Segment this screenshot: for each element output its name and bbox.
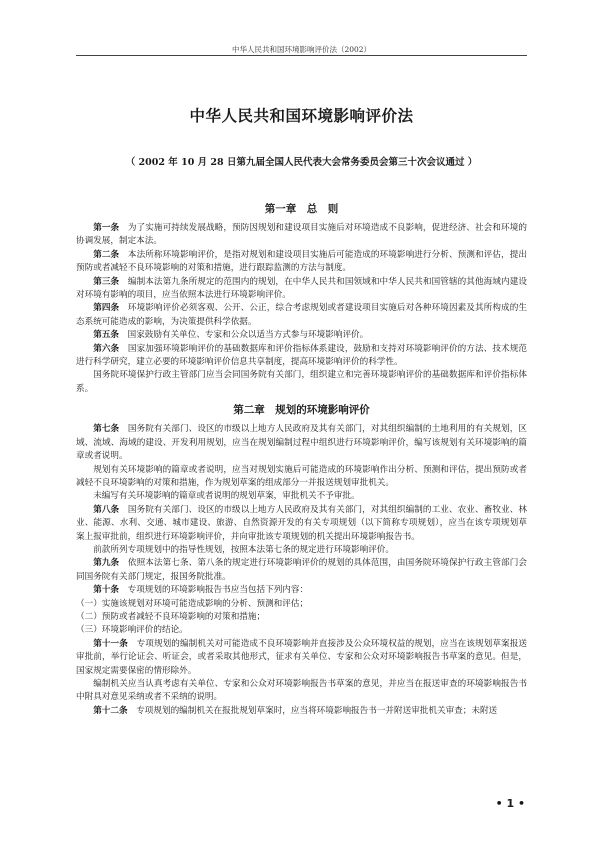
- paragraph-text: （二）预防或者减轻不良环境影响的对策和措施；: [76, 611, 266, 622]
- article-label: 第九条: [93, 558, 120, 569]
- article-label: 第八条: [93, 504, 120, 515]
- article-label: 第十一条: [93, 638, 128, 649]
- document-subtitle: （ 2002 年 10 月 28 日第九届全国人民代表大会常务委员会第三十次会议通过 ）: [125, 157, 478, 168]
- paragraph-text: 专项规划的环境影响报告书应当包括下列内容：: [127, 585, 309, 596]
- paragraph-text: 未编写有关环境影响的篇章或者说明的规划草案，审批机关不予审批。: [93, 491, 360, 502]
- paragraph: [76, 624, 527, 637]
- header-divider: [76, 55, 527, 56]
- paragraph-text: （一）实施该规划对环境可能造成影响的分析、预测和评估；: [76, 598, 309, 609]
- chapter-2-body: [76, 423, 527, 718]
- paragraph: [76, 611, 527, 624]
- paragraph-text: 国务院环境保护行政主管部门应当会同国务院有关部门，组织建立和完善环境影响评价的基础数据库和评价指标体系。: [76, 370, 527, 394]
- article-label: 第二条: [93, 249, 120, 260]
- article-paragraph: [76, 249, 527, 276]
- article-paragraph: [76, 302, 527, 329]
- paragraph-text: 国务院有关部门、设区的市级以上地方人民政府及其有关部门，对其组织编制的工业、农业、畜牧业、林业、能源、水利、交通、城市建设、旅游、自然资源开发的有关专项规划（以下简称专项规划），应当在该专项规划草案上报审批前，组织进行环境影响评价，并向审批该专项规划的机关提出环境影响报告书。: [76, 504, 527, 542]
- paragraph-text: 编制本法第九条所规定的范围内的规划，在中华人民共和国领域和中华人民共和国管辖的其他海域内建设对环境有影响的项目，应当依照本法进行环境影响评价。: [76, 276, 527, 301]
- article-paragraph: [76, 584, 527, 597]
- page-number: • 1 •: [495, 797, 525, 810]
- paragraph: [76, 544, 527, 557]
- article-label: 第一条: [93, 223, 120, 233]
- paragraph: [76, 490, 527, 503]
- article-paragraph: [76, 557, 527, 584]
- paragraph: [76, 369, 527, 396]
- paragraph-text: 专项规划的编制机关对可能造成不良环境影响并直接涉及公众环境权益的规划，应当在该规划草案报送审批前，举行论证会、听证会，或者采取其他形式，征求有关单位、专家和公众对环境影响报告书草案的意见。但是，国家规定需要保密的情形除外。: [76, 638, 527, 676]
- paragraph: [76, 678, 527, 705]
- paragraph: [76, 598, 527, 611]
- paragraph-text: 编制机关应当认真考虑有关单位、专家和公众对环境影响报告书草案的意见，并应当在报送审查的环境影响报告书中附具对意见采纳或者不采纳的说明。: [76, 679, 527, 703]
- paragraph-text: 规划有关环境影响的篇章或者说明，应当对规划实施后可能造成的环境影响作出分析、预测和评估，提出预防或者减轻不良环境影响的对策和措施，作为规划草案的组成部分一并报送规划审批机关。: [76, 464, 527, 488]
- chapter-1-body: [76, 222, 527, 396]
- running-header: 中华人民共和国环境影响评价法（2002）: [231, 45, 372, 54]
- article-paragraph: [76, 343, 527, 370]
- article-paragraph: [76, 276, 527, 303]
- article-label: 第十二条: [93, 705, 128, 716]
- article-label: 第六条: [93, 343, 120, 354]
- chapter-heading: 第一章 总 则: [264, 203, 339, 215]
- article-label: 第三条: [93, 276, 120, 287]
- body-text: [76, 195, 527, 718]
- article-paragraph: [76, 638, 527, 678]
- document-title: 中华人民共和国环境影响评价法: [189, 106, 414, 125]
- paragraph-text: 专项规划的编制机关在报批规划草案时，应当将环境影响报告书一并附送审批机关审查；未附送: [136, 705, 498, 716]
- paragraph-text: 国家加强环境影响评价的基础数据库和评价指标体系建设，鼓励和支持对环境影响评价的方法、技术规范进行科学研究，建立必要的环境影响评价信息共享制度，提高环境影响评价的科学性。: [76, 343, 527, 368]
- paragraph-text: 环境影响评价必须客观、公开、公正，综合考虑规划或者建设项目实施后对各种环境因素及其所构成的生态系统可能造成的影响，为决策提供科学依据。: [76, 303, 527, 327]
- paragraph-text: 本法所称环境影响评价，是指对规划和建设项目实施后可能造成的环境影响进行分析、预测和评估，提出预防或者减轻不良环境影响的对策和措施，进行跟踪监测的方法与制度。: [76, 249, 527, 274]
- paragraph-text: 前款所列专项规划中的指导性规划，按照本法第七条的规定进行环境影响评价。: [93, 544, 394, 555]
- article-paragraph: [76, 423, 527, 463]
- article-paragraph: [76, 329, 527, 342]
- article-label: 第七条: [93, 424, 120, 435]
- article-paragraph: [76, 705, 527, 718]
- paragraph-text: 国家鼓励有关单位、专家和公众以适当方式参与环境影响评价。: [127, 330, 369, 341]
- article-label: 第四条: [93, 303, 120, 314]
- article-paragraph: [76, 504, 527, 544]
- article-paragraph: [76, 222, 527, 249]
- paragraph-text: 国务院有关部门、设区的市级以上地方人民政府及其有关部门，对其组织编制的土地利用的有关规划，区域、流域、海域的建设、开发利用规划，应当在规划编制过程中组织进行环境影响评价，编写该规划有关环境影响的篇章或者说明。: [76, 424, 527, 462]
- paragraph: [76, 464, 527, 491]
- paragraph-text: 为了实施可持续发展战略，预防因规划和建设项目实施后对环境造成不良影响，促进经济、社会和环境的协调发展，制定本法。: [76, 223, 527, 247]
- article-label: 第五条: [93, 330, 119, 341]
- article-label: 第十条: [93, 585, 119, 596]
- paragraph-text: （三）环境影响评价的结论。: [76, 625, 188, 636]
- paragraph-text: 依照本法第七条、第八条的规定进行环境影响评价的规划的具体范围，由国务院环境保护行政主管部门会同国务院有关部门规定，报国务院批准。: [76, 558, 527, 582]
- chapter-heading: 第二章 规划的环境影响评价: [233, 404, 370, 417]
